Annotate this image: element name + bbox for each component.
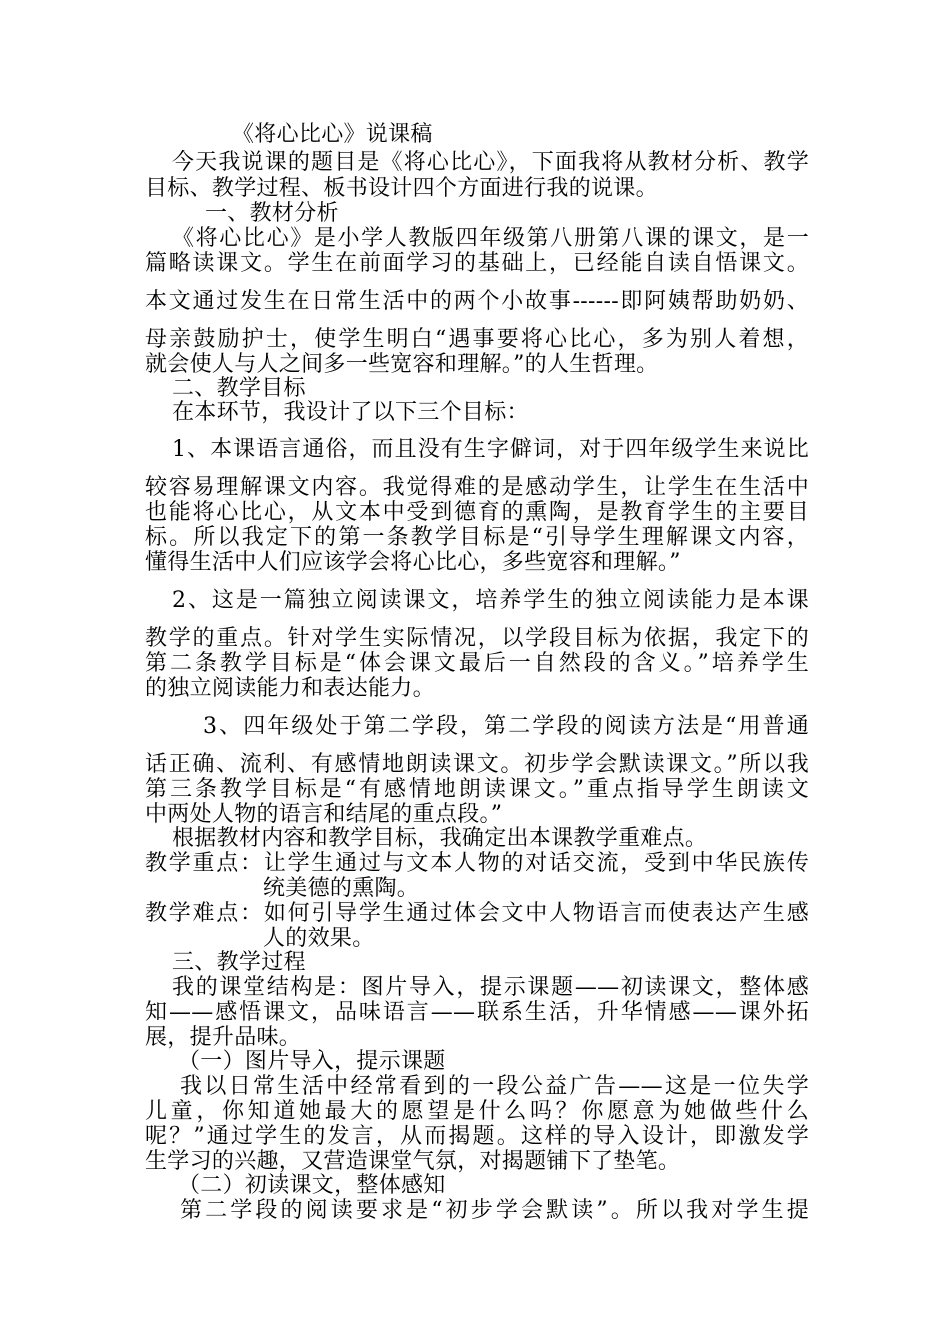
- goal1-line-3: 也能将心比心，从文本中受到德育的熏陶，是教育学生的主要目: [145, 500, 809, 525]
- part1-line-4: 生学习的兴趣，又营造课堂气氛，对揭题铺下了垫笔。: [145, 1149, 681, 1174]
- section1-line-1: 《将心比心》是小学人教版四年级第八册第八课的课文，是一: [172, 226, 809, 251]
- key-intro: 根据教材内容和教学目标，我确定出本课教学重难点。: [172, 826, 708, 851]
- goal3-line-3: 第三条教学目标是“有感情地朗读课文。”重点指导学生朗读文: [145, 777, 809, 802]
- structure-line-2: 知——感悟课文，品味语言——联系生活，升华情感——课外拓: [145, 1000, 809, 1025]
- intro-line-1: 今天我说课的题目是《将心比心》，下面我将从教材分析、教学: [172, 150, 809, 175]
- goal3-line-1: 3、四年级处于第二学段，第二学段的阅读方法是“用普通: [203, 714, 809, 739]
- goal2-line-4: 的独立阅读能力和表达能力。: [145, 676, 435, 701]
- intro-line-2: 目标、教学过程、板书设计四个方面进行我的说课。: [145, 176, 658, 201]
- goal1-line-1: 1、本课语言通俗，而且没有生字僻词，对于四年级学生来说比: [172, 437, 809, 462]
- section2-lead: 在本环节，我设计了以下三个目标：: [172, 400, 529, 425]
- key-point-line-2: 统美德的熏陶。: [263, 876, 420, 901]
- difficulty-line-1: 教学难点：如何引导学生通过体会文中人物语言而使表达产生感: [145, 901, 809, 926]
- part1-line-3: 呢？”通过学生的发言，从而揭题。这样的导入设计，即激发学: [145, 1124, 809, 1149]
- section2-heading: 二、教学目标: [172, 376, 306, 401]
- section3-heading: 三、教学过程: [172, 950, 306, 975]
- goal1-line-4: 标。所以我定下的第一条教学目标是“引导学生理解课文内容，: [145, 525, 809, 550]
- section1-heading: 一、教材分析: [205, 201, 339, 226]
- part1-line-2: 儿童，你知道她最大的愿望是什么吗？你愿意为她做些什么: [145, 1099, 809, 1124]
- structure-line-1: 我的课堂结构是：图片导入，提示课题——初读课文，整体感: [172, 975, 809, 1000]
- goal2-line-1: 2、这是一篇独立阅读课文，培养学生的独立阅读能力是本课: [172, 588, 809, 613]
- part2-line-1: 第二学段的阅读要求是“初步学会默读”。所以我对学生提: [180, 1198, 809, 1223]
- goal1-line-2: 较容易理解课文内容。我觉得难的是感动学生，让学生在生活中: [145, 475, 809, 500]
- section1-line-4: 母亲鼓励护士，使学生明白“遇事要将心比心，多为别人着想，: [145, 327, 809, 352]
- goal1-line-5: 懂得生活中人们应该学会将心比心，多些宽容和理解。”: [145, 550, 681, 575]
- goal3-line-4: 中两处人物的语言和结尾的重点段。”: [145, 802, 503, 827]
- structure-line-3: 展，提升品味。: [145, 1025, 302, 1050]
- key-point-line-1: 教学重点：让学生通过与文本人物的对话交流，受到中华民族传: [145, 851, 809, 876]
- section1-line-3: 本文通过发生在日常生活中的两个小故事------即阿姨帮助奶奶、: [145, 289, 809, 314]
- part1-line-1: 我以日常生活中经常看到的一段公益广告——这是一位失学: [180, 1074, 809, 1099]
- section1-line-2: 篇略读课文。学生在前面学习的基础上，已经能自读自悟课文。: [145, 251, 809, 276]
- part1-heading: （一）图片导入，提示课题: [178, 1049, 446, 1074]
- difficulty-line-2: 人的效果。: [263, 926, 375, 951]
- goal2-line-2: 教学的重点。针对学生实际情况，以学段目标为依据，我定下的: [145, 626, 809, 651]
- section1-line-5: 就会使人与人之间多一些宽容和理解。”的人生哲理。: [145, 352, 659, 377]
- part2-heading: （二）初读课文，整体感知: [178, 1173, 446, 1198]
- goal2-line-3: 第二条教学目标是“体会课文最后一自然段的含义。”培养学生: [145, 651, 809, 676]
- document-title: 《将心比心》说课稿: [232, 122, 433, 147]
- goal3-line-2: 话正确、流利、有感情地朗读课文。初步学会默读课文。”所以我: [145, 752, 809, 777]
